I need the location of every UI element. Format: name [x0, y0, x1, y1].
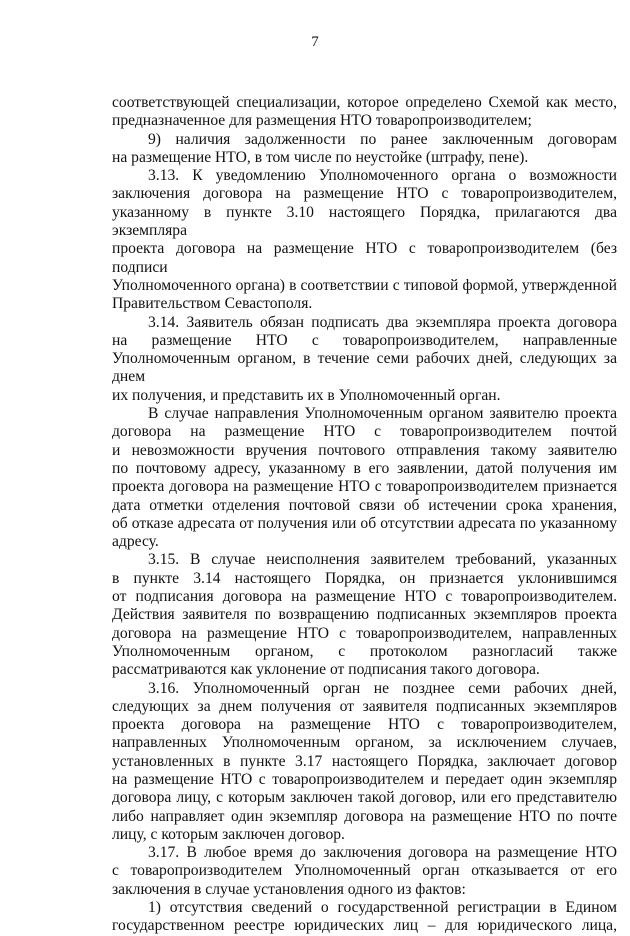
text-line: 3.17. В любое время до заключения договора на размещение НТО [148, 844, 617, 862]
text-line: предназначенное для размещения НТО товаропроизводителем; [112, 112, 532, 130]
text-line: следующих за днем получения от заявителя подписанных экземпляров [112, 697, 617, 715]
text-line: по почтовому адресу, указанному в его заявлении, датой получения им [112, 459, 617, 477]
text-line: проекта договора на размещение НТО с товаропроизводителем, [112, 716, 617, 734]
page-number: 7 [311, 34, 319, 50]
text-line: дата отметки отделения почтовой связи об истечении срока хранения, [112, 496, 617, 514]
text-line: 3.14. Заявитель обязан подписать два экземпляра проекта договора [148, 313, 617, 331]
text-line: соответствующей специализации, которое определено Схемой как место, [112, 94, 617, 111]
text-line: договора лицу, с которым заключен такой договор, или его представителю [112, 789, 617, 807]
text-line: установленных в пункте 3.17 настоящего Порядка, заключает договор [112, 752, 617, 770]
text-line: договора на размещение НТО с товаропроизводителем почтой [112, 423, 617, 441]
text-line: Уполномоченного органа) в соответствии с типовой формой, утвержденной [112, 276, 617, 294]
text-line: на размещение НТО с товаропроизводителем, направленные [112, 331, 617, 349]
text-line: либо направляет один экземпляр договора на размещение НТО по почте [112, 807, 617, 825]
text-line: указанному в пункте 3.10 настоящего Порядка, прилагаются два экземпляра [112, 203, 617, 240]
document-body [112, 94, 617, 936]
text-line: лицу, с которым заключен договор. [112, 825, 345, 843]
text-line: их получения, и представить их в Уполномоченный орган. [112, 386, 501, 404]
text-line: 9) наличия задолженности по ранее заключенным договорам [148, 130, 617, 148]
text-line: на размещение НТО, в том числе по неустойке (штрафу, пене). [112, 148, 529, 166]
text-line: заключения в случае установления одного из фактов: [112, 880, 466, 898]
text-line: от подписания договора на размещение НТО с товаропроизводителем. [112, 588, 617, 606]
text-line: 3.15. В случае неисполнения заявителем требований, указанных [148, 551, 617, 569]
text-line: 1) отсутствия сведений о государственной регистрации в Едином [148, 899, 617, 917]
text-line: Уполномоченным органом, в течение семи рабочих дней, следующих за днем [112, 350, 617, 386]
text-line: 3.13. К уведомлению Уполномоченного органа о возможности [148, 167, 617, 185]
text-line: на размещение НТО с товаропроизводителем и передает один экземпляр [112, 770, 617, 788]
text-line: в пункте 3.14 настоящего Порядка, он признается уклонившимся [112, 569, 617, 587]
text-line: адресу. [112, 533, 159, 551]
text-line: договора на размещение НТО с товаропроизводителем, направленных [112, 624, 617, 642]
text-line: направленных Уполномоченным органом, за исключением случаев, [112, 734, 617, 752]
text-line: В случае направления Уполномоченным органом заявителю проекта [148, 405, 617, 423]
text-line: Действия заявителя по возвращению подписанных экземпляров проекта [112, 606, 617, 624]
text-line: заключения договора на размещение НТО с товаропроизводителем, [112, 185, 617, 203]
text-line: Уполномоченным органом, с протоколом разногласий также [112, 642, 617, 660]
text-line: с товаропроизводителем Уполномоченный орган отказывается от его [112, 862, 617, 880]
text-line: 3.16. Уполномоченный орган не позднее семи рабочих дней, [148, 679, 617, 697]
text-line: Правительством Севастополя. [112, 295, 313, 313]
text-line: проекта договора на размещение НТО с товаропроизводителем признается [112, 478, 617, 496]
text-line: государственном реестре юридических лиц – для юридического лица, [112, 917, 617, 935]
text-line: об отказе адресата от получения или об отсутствии адресата по указанному [112, 514, 617, 532]
text-line: проекта договора на размещение НТО с товаропроизводителем (без подписи [112, 240, 617, 276]
text-line: рассматриваются как уклонение от подписания такого договора. [112, 661, 540, 679]
text-line: и невозможности вручения почтового отправления такому заявителю [112, 441, 617, 459]
